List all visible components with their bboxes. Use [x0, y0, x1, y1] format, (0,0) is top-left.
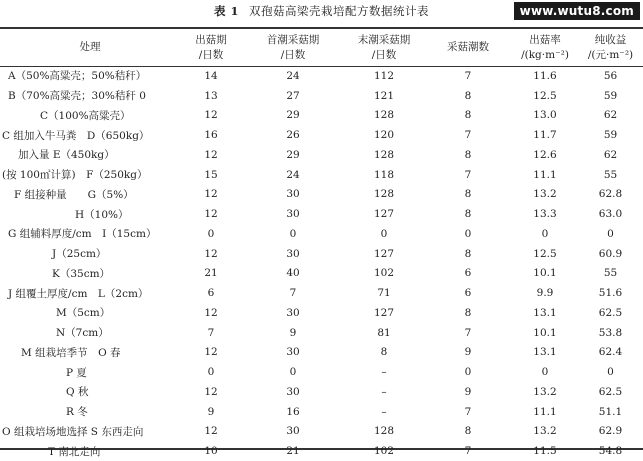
treatment-cell — [0, 303, 180, 323]
value-cell: 7 — [464, 326, 472, 339]
treatment-cell — [0, 66, 180, 86]
value-cell: 12 — [204, 425, 218, 438]
value-cell: 0 — [541, 366, 549, 379]
value-cell: 112 — [373, 69, 395, 82]
value-cell: 7 — [464, 445, 472, 458]
value-cell: 0 — [207, 227, 215, 240]
value-cell: 30 — [286, 425, 300, 438]
value-cell: 40 — [286, 267, 300, 280]
table-row — [0, 244, 643, 264]
treatment-label: G 组辅料厚度/cm I（15cm） — [8, 228, 157, 241]
column-header — [180, 29, 242, 66]
data-table — [0, 29, 643, 461]
value-cell: 13.2 — [533, 385, 557, 398]
value-cell: 102 — [373, 445, 395, 458]
value-cell: 12.5 — [533, 89, 557, 102]
table-row — [0, 303, 643, 323]
column-header-title: 采菇潮数 — [447, 41, 489, 53]
treatment-cell — [0, 441, 180, 461]
value-cell: 30 — [286, 247, 300, 260]
value-cell: 128 — [373, 425, 395, 438]
treatment-label: 加入量 E（450kg） — [18, 149, 115, 162]
value-cell: 0 — [541, 227, 549, 240]
value-cell: 12 — [204, 247, 218, 260]
value-cell: 62.5 — [598, 385, 623, 398]
value-cell: 8 — [464, 89, 472, 102]
column-header-unit: /(元·m⁻²) — [587, 48, 634, 61]
column-header-unit: /(kg·m⁻²) — [521, 48, 569, 61]
column-header-title: 出菇期 — [195, 33, 227, 46]
value-cell: 26 — [286, 129, 300, 142]
value-cell: 8 — [464, 208, 472, 221]
value-cell: 12 — [204, 208, 218, 221]
treatment-label: R 冬 — [66, 406, 88, 419]
value-cell: 0 — [289, 227, 297, 240]
treatment-cell — [0, 204, 180, 224]
treatment-label: H（10%） — [75, 208, 129, 221]
column-header — [424, 29, 512, 66]
treatment-label: J（25cm） — [52, 248, 107, 261]
value-cell: 11.1 — [533, 168, 557, 181]
value-cell: 51.6 — [598, 287, 623, 300]
value-cell: 14 — [204, 69, 218, 82]
table-row — [0, 422, 643, 442]
value-cell: 21 — [204, 267, 218, 280]
treatment-cell — [0, 323, 180, 343]
value-cell: 13.2 — [533, 188, 557, 201]
table-row — [0, 125, 643, 145]
value-cell: 12 — [204, 188, 218, 201]
table-row — [0, 145, 643, 165]
treatment-label: K（35cm） — [52, 267, 111, 280]
treatment-label: N（7cm） — [56, 327, 109, 340]
treatment-cell — [0, 145, 180, 165]
treatment-label: J 组覆土厚度/cm L（2cm） — [8, 287, 149, 300]
value-cell: 62.9 — [598, 425, 623, 438]
value-cell: 55 — [603, 267, 618, 280]
value-cell: 0 — [464, 366, 472, 379]
value-cell: 8 — [464, 148, 472, 161]
treatment-label: B（70%高粱壳；30%秸秆 0 — [8, 90, 146, 103]
treatment-cell — [0, 422, 180, 442]
value-cell: 128 — [373, 148, 395, 161]
treatment-cell — [0, 224, 180, 244]
treatment-cell — [0, 283, 180, 303]
treatment-label: M 组栽培季节 O 春 — [21, 346, 121, 359]
value-cell: 10.1 — [533, 326, 557, 339]
value-cell: 11.1 — [533, 405, 557, 418]
table-body — [0, 66, 643, 461]
value-cell: 63.0 — [598, 208, 623, 221]
table-title: 双孢菇高梁壳栽培配方数据统计表 — [249, 4, 429, 18]
value-cell: 8 — [464, 109, 472, 122]
value-cell: 127 — [373, 306, 395, 319]
value-cell: 7 — [464, 405, 472, 418]
value-cell: 59 — [603, 129, 618, 142]
value-cell: 0 — [607, 366, 614, 379]
table-row — [0, 224, 643, 244]
value-cell: 9 — [289, 326, 297, 339]
value-cell: 10.1 — [533, 267, 557, 280]
column-header-title: 首潮采菇期 — [266, 33, 320, 46]
treatment-cell — [0, 264, 180, 284]
column-header-unit: /日数 — [280, 48, 306, 61]
value-cell: 16 — [286, 405, 300, 418]
treatment-label: P 夏 — [66, 366, 87, 379]
value-cell: 0 — [380, 227, 388, 240]
value-cell: 62 — [603, 148, 618, 161]
table-row — [0, 441, 643, 461]
value-cell: 6 — [207, 287, 215, 300]
value-cell: 30 — [286, 385, 300, 398]
value-cell: 13.1 — [533, 346, 557, 359]
value-cell: 16 — [204, 129, 218, 142]
table-row — [0, 165, 643, 185]
value-cell: 29 — [286, 148, 300, 161]
column-header — [578, 29, 643, 66]
value-cell: – — [381, 366, 387, 379]
value-cell: 118 — [373, 168, 395, 181]
treatment-label: A（50%高粱壳；50%秸秆） — [8, 70, 147, 83]
column-header-title: 纯收益 — [594, 33, 627, 46]
value-cell: 0 — [464, 227, 472, 240]
value-cell: 24 — [286, 168, 300, 181]
value-cell: 9 — [464, 346, 472, 359]
value-cell: 30 — [286, 346, 300, 359]
table-row — [0, 185, 643, 205]
table-row — [0, 382, 643, 402]
column-header — [0, 29, 180, 66]
value-cell: 21 — [286, 445, 300, 458]
treatment-cell — [0, 382, 180, 402]
value-cell: 0 — [207, 366, 215, 379]
table-row — [0, 106, 643, 126]
value-cell: 11.6 — [533, 69, 557, 82]
value-cell: 127 — [373, 208, 395, 221]
value-cell: 15 — [204, 168, 218, 181]
column-header-title: 末潮采菇期 — [357, 33, 411, 46]
value-cell: 0 — [289, 366, 297, 379]
value-cell: 11.7 — [533, 129, 557, 142]
value-cell: 29 — [286, 109, 300, 122]
treatment-cell — [0, 402, 180, 422]
value-cell: 9.9 — [536, 287, 554, 300]
watermark-logo: www.wutu8.com — [514, 2, 640, 20]
treatment-cell — [0, 244, 180, 264]
table-row — [0, 402, 643, 422]
value-cell: 55 — [603, 168, 618, 181]
treatment-cell — [0, 362, 180, 382]
treatment-label: (按 100㎡计算) F（250kg） — [2, 169, 148, 182]
table-row — [0, 323, 643, 343]
table-row — [0, 264, 643, 284]
value-cell: 8 — [380, 346, 388, 359]
value-cell: 12 — [204, 109, 218, 122]
value-cell: 53.8 — [598, 326, 623, 339]
value-cell: 27 — [286, 89, 300, 102]
treatment-label: C（100%高粱壳） — [40, 109, 131, 122]
value-cell: 24 — [286, 69, 300, 82]
treatment-label: T 南北走向 — [48, 445, 101, 458]
value-cell: 127 — [373, 247, 395, 260]
value-cell: 60.9 — [598, 247, 623, 260]
value-cell: 12 — [204, 385, 218, 398]
value-cell: 12.6 — [533, 148, 557, 161]
treatment-cell — [0, 185, 180, 205]
treatment-label: F 组接种量 G（5%） — [14, 188, 134, 201]
treatment-label: Q 秋 — [66, 386, 89, 399]
treatment-cell — [0, 86, 180, 106]
value-cell: 7 — [207, 326, 215, 339]
value-cell: 6 — [464, 287, 472, 300]
table-row — [0, 86, 643, 106]
value-cell: 8 — [464, 425, 472, 438]
treatment-label: C 组加入牛马粪 D（650kg） — [2, 129, 150, 142]
value-cell: 128 — [373, 188, 395, 201]
value-cell: 9 — [207, 405, 215, 418]
treatment-cell — [0, 343, 180, 363]
value-cell: 10 — [204, 445, 218, 458]
value-cell: 128 — [373, 109, 395, 122]
column-header-title: 处理 — [79, 41, 101, 53]
value-cell: 7 — [464, 129, 472, 142]
value-cell: 8 — [464, 247, 472, 260]
table-row — [0, 362, 643, 382]
value-cell: 56 — [603, 69, 618, 82]
value-cell: 11.5 — [533, 445, 557, 458]
table-row — [0, 66, 643, 86]
table-row — [0, 343, 643, 363]
value-cell: 120 — [373, 129, 395, 142]
value-cell: 51.1 — [598, 405, 623, 418]
value-cell: 13 — [204, 89, 218, 102]
column-header — [344, 29, 424, 66]
value-cell: 12.5 — [533, 247, 557, 260]
header-row — [0, 29, 643, 66]
value-cell: 8 — [464, 306, 472, 319]
value-cell: 7 — [464, 168, 472, 181]
value-cell: 102 — [373, 267, 395, 280]
value-cell: 8 — [464, 188, 472, 201]
value-cell: 30 — [286, 208, 300, 221]
value-cell: 30 — [286, 188, 300, 201]
value-cell: – — [381, 385, 387, 398]
value-cell: – — [381, 405, 387, 418]
column-header-unit: /日数 — [198, 48, 224, 61]
value-cell: 12 — [204, 306, 218, 319]
value-cell: 121 — [373, 89, 395, 102]
column-header — [512, 29, 578, 66]
value-cell: 81 — [377, 326, 391, 339]
value-cell: 62 — [603, 109, 618, 122]
column-header — [242, 29, 344, 66]
value-cell: 62.5 — [598, 306, 623, 319]
table-number: 表 1 — [213, 4, 239, 18]
value-cell: 9 — [464, 385, 472, 398]
treatment-cell — [0, 165, 180, 185]
treatment-cell — [0, 106, 180, 126]
treatment-cell — [0, 125, 180, 145]
value-cell: 13.2 — [533, 425, 557, 438]
column-header-unit: /日数 — [371, 48, 397, 61]
value-cell: 62.8 — [598, 188, 623, 201]
value-cell: 62.4 — [598, 346, 623, 359]
value-cell: 54.8 — [598, 445, 623, 458]
value-cell: 13.3 — [533, 208, 557, 221]
value-cell: 6 — [464, 267, 472, 280]
value-cell: 12 — [204, 346, 218, 359]
value-cell: 12 — [204, 148, 218, 161]
value-cell: 7 — [464, 69, 472, 82]
treatment-label: O 组栽培场地选择 S 东西走向 — [2, 425, 144, 438]
value-cell: 7 — [289, 287, 297, 300]
table-row — [0, 283, 643, 303]
value-cell: 59 — [603, 89, 618, 102]
treatment-label: M（5cm） — [56, 307, 111, 320]
value-cell: 13.1 — [533, 306, 557, 319]
table-row — [0, 204, 643, 224]
value-cell: 0 — [607, 227, 614, 240]
value-cell: 30 — [286, 306, 300, 319]
value-cell: 71 — [377, 287, 391, 300]
column-header-title: 出菇率 — [529, 33, 561, 46]
value-cell: 13.0 — [533, 109, 557, 122]
